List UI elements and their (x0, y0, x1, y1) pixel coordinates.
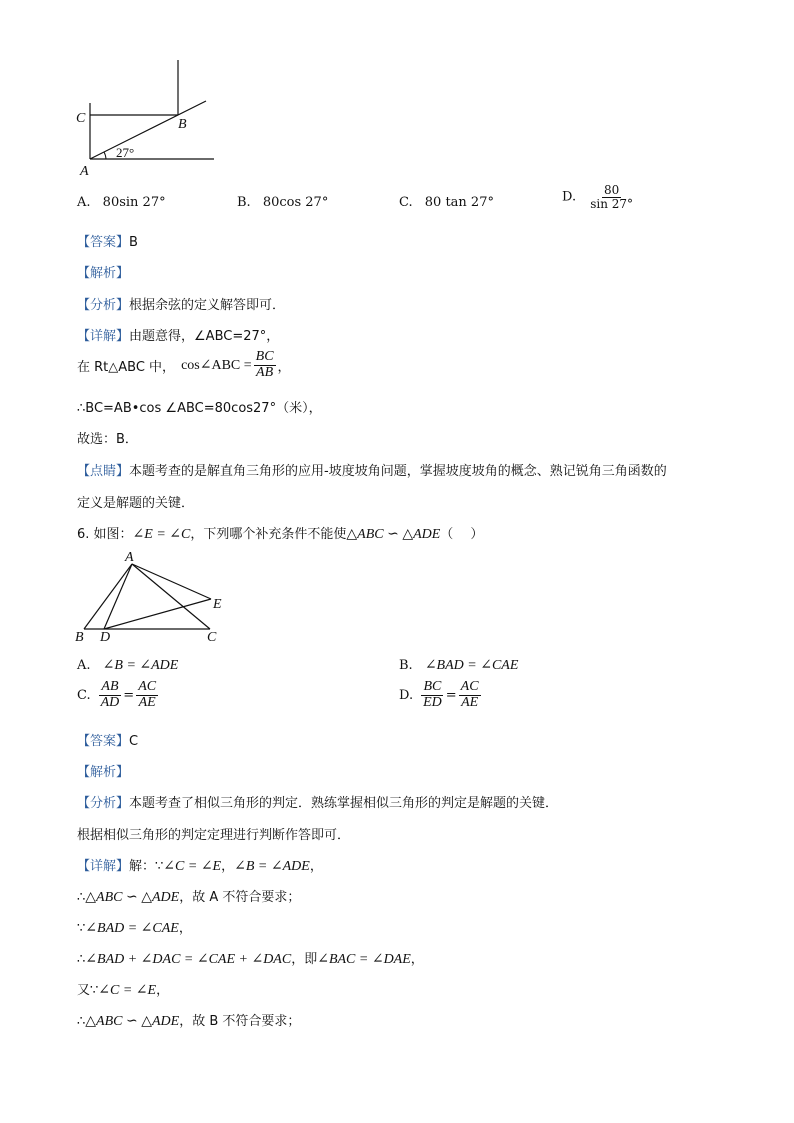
q6-option-d-num1: BC (423, 679, 442, 694)
q5-dianjing-text: 本题考查的是解直角三角形的应用-坡度坡角问题，掌握坡度坡角的概念、熟记锐角三角函数的 (129, 464, 667, 479)
q6-option-d-eq: = (445, 687, 457, 703)
q5-option-b-text: 80cos 27° (262, 195, 329, 210)
fig2-label-c: C (207, 630, 217, 645)
q5-rt-tail: ， (277, 359, 291, 375)
q6-l4-b: ∠C = ∠E (98, 983, 157, 998)
q6-l5-b: △ABC ∽ △ADE (85, 1014, 180, 1029)
q6-l3-e: ， (410, 952, 424, 967)
q5-rt-denominator: AB (256, 364, 274, 380)
fig1-label-c: C (76, 111, 86, 126)
q6-option-d-frac1 (421, 680, 444, 710)
q5-detail-text: 由题意得，∠ABC=27°， (129, 329, 280, 344)
q6-l5-c: ，故 B 不符合要求； (179, 1014, 301, 1029)
q5-rt-line (77, 350, 291, 380)
q5-fenxi (77, 294, 285, 313)
fig2-label-e: E (213, 597, 222, 612)
q5-analysis-label: 【解析】 (77, 266, 130, 281)
q6-fenxi-text: 本题考查了相似三角形的判定．熟练掌握相似三角形的判定是解题的关键． (129, 796, 559, 811)
q6-l2-c: ， (178, 921, 192, 936)
triangle-figure (70, 547, 240, 647)
q6-l1-a: ∴ (77, 890, 86, 905)
q5-option-d-letter: D. (562, 189, 577, 205)
slope-figure (70, 55, 230, 180)
q6-detail-b: ∠C = ∠E (163, 859, 222, 874)
q5-rt-fraction (254, 350, 276, 380)
q5-rt-prefix: 在 Rt△ABC 中， (77, 359, 176, 375)
q6-l3-d: ∠BAC = ∠DAE (317, 952, 411, 967)
q6-l3-b: ∠BAD + ∠DAC = ∠CAE + ∠DAC (85, 952, 292, 967)
q5-fenxi-label: 【分析】 (77, 298, 130, 313)
q5-option-d-numerator: 80 (604, 183, 620, 197)
q5-rt-cos: cos∠ABC = (181, 357, 252, 373)
q6-option-c-frac2 (136, 680, 158, 710)
q6-l1-b: △ABC ∽ △ADE (85, 890, 180, 905)
q6-detail-label: 【详解】 (77, 859, 130, 874)
fig2-label-a: A (125, 550, 134, 565)
q5-option-a-text: 80sin 27° (102, 195, 166, 210)
q6-l4-a: 又∵ (77, 983, 99, 998)
q6-stem-prefix: 6. 如图： (77, 527, 133, 542)
q6-detail-e: ， (309, 859, 323, 874)
q5-detail-label: 【详解】 (77, 329, 130, 344)
q5-answer-value: B (129, 235, 138, 250)
q6-answer-value: C (129, 734, 139, 749)
q6-detail-d: ∠B = ∠ADE (234, 859, 310, 874)
q6-line-l2 (77, 917, 192, 937)
q6-line-l5 (77, 1010, 300, 1030)
q5-answer (77, 231, 138, 250)
q5-option-c (399, 195, 494, 210)
q6-option-c-num1: AB (101, 679, 119, 694)
q6-option-d-den1: ED (423, 694, 442, 710)
q6-l3-c: ，即 (291, 952, 318, 967)
q6-option-a (77, 657, 178, 674)
q6-option-c (77, 680, 160, 710)
q5-option-a (77, 195, 166, 210)
q5-option-c-letter: C. (399, 195, 413, 210)
q6-stem-similarity: △ABC ∽ △ADE (346, 527, 441, 542)
q6-fenxi-label: 【分析】 (77, 796, 130, 811)
q6-option-c-den2: AE (138, 694, 156, 710)
q5-option-b (237, 195, 328, 210)
q6-detail-c: ， (221, 859, 235, 874)
q6-l2-b: ∠BAD = ∠CAE (85, 921, 179, 936)
q6-l1-c: ，故 A 不符合要求； (179, 890, 301, 905)
q6-detail (77, 855, 323, 875)
q6-answer-label: 【答案】 (77, 734, 130, 749)
q6-stem-mid: ，下列哪个补充条件不能使 (190, 527, 347, 542)
q6-option-b-letter: B. (399, 658, 413, 673)
q6-l3-a: ∴ (77, 952, 86, 967)
q5-option-a-letter: A. (77, 195, 91, 210)
q5-rt-numerator: BC (255, 349, 274, 364)
q6-option-a-text: ∠B = ∠ADE (102, 658, 179, 673)
q5-fenxi-text: 根据余弦的定义解答即可． (129, 298, 286, 313)
q6-stem-tail: （ ） (440, 527, 484, 542)
q5-option-d-denominator: sin 27° (590, 196, 634, 211)
q6-l2-a: ∵ (77, 921, 86, 936)
fig1-label-a: A (80, 164, 89, 179)
q6-option-b (399, 657, 518, 674)
q5-option-d (562, 184, 637, 210)
q5-option-c-text: 80 tan 27° (424, 195, 494, 210)
q5-therefore-line: ∴BC=AB•cos ∠ABC=80cos27°（米）， (77, 401, 322, 416)
q5-detail (77, 325, 279, 344)
q5-dianjing-label: 【点睛】 (77, 464, 130, 479)
q6-stem (77, 523, 483, 543)
q6-analysis-label: 【解析】 (77, 765, 130, 780)
q6-line-l3 (77, 948, 424, 968)
q5-dianjing (77, 460, 667, 479)
q6-option-d-frac2 (459, 680, 481, 710)
q6-option-d-num2: AC (460, 679, 479, 694)
q6-line-l4 (77, 979, 169, 999)
q6-option-c-num2: AC (138, 679, 157, 694)
fig2-label-b: B (75, 630, 84, 645)
q6-fenxi (77, 792, 558, 811)
q5-dianjing-text2: 定义是解题的关键． (77, 496, 195, 511)
q6-option-c-eq: = (123, 687, 135, 703)
q6-detail-a: 解：∵ (129, 859, 164, 874)
q6-line2: 根据相似三角形的判定定理进行判断作答即可． (77, 828, 351, 843)
fig2-label-d: D (100, 630, 111, 645)
q6-answer (77, 730, 138, 749)
fig1-angle: 27° (116, 145, 135, 160)
q6-option-b-text: ∠BAD = ∠CAE (424, 658, 519, 673)
q6-l4-c: ， (156, 983, 170, 998)
q5-answer-label: 【答案】 (77, 235, 130, 250)
q6-option-d-den2: AE (461, 694, 479, 710)
q6-option-a-letter: A. (77, 658, 91, 673)
q5-choose-line: 故选：B． (77, 432, 138, 447)
q6-line-l1 (77, 886, 300, 906)
q6-option-d (399, 680, 483, 710)
q6-l5-a: ∴ (77, 1014, 86, 1029)
q6-option-c-den1: AD (100, 694, 120, 710)
q6-option-c-letter: C. (77, 687, 91, 703)
q6-option-d-letter: D. (399, 687, 414, 703)
q6-option-c-frac1 (99, 680, 122, 710)
fig1-label-b: B (178, 117, 187, 132)
q5-option-d-fraction (588, 184, 635, 210)
q5-option-b-letter: B. (237, 195, 251, 210)
q6-stem-condition: ∠E = ∠C (132, 527, 191, 542)
